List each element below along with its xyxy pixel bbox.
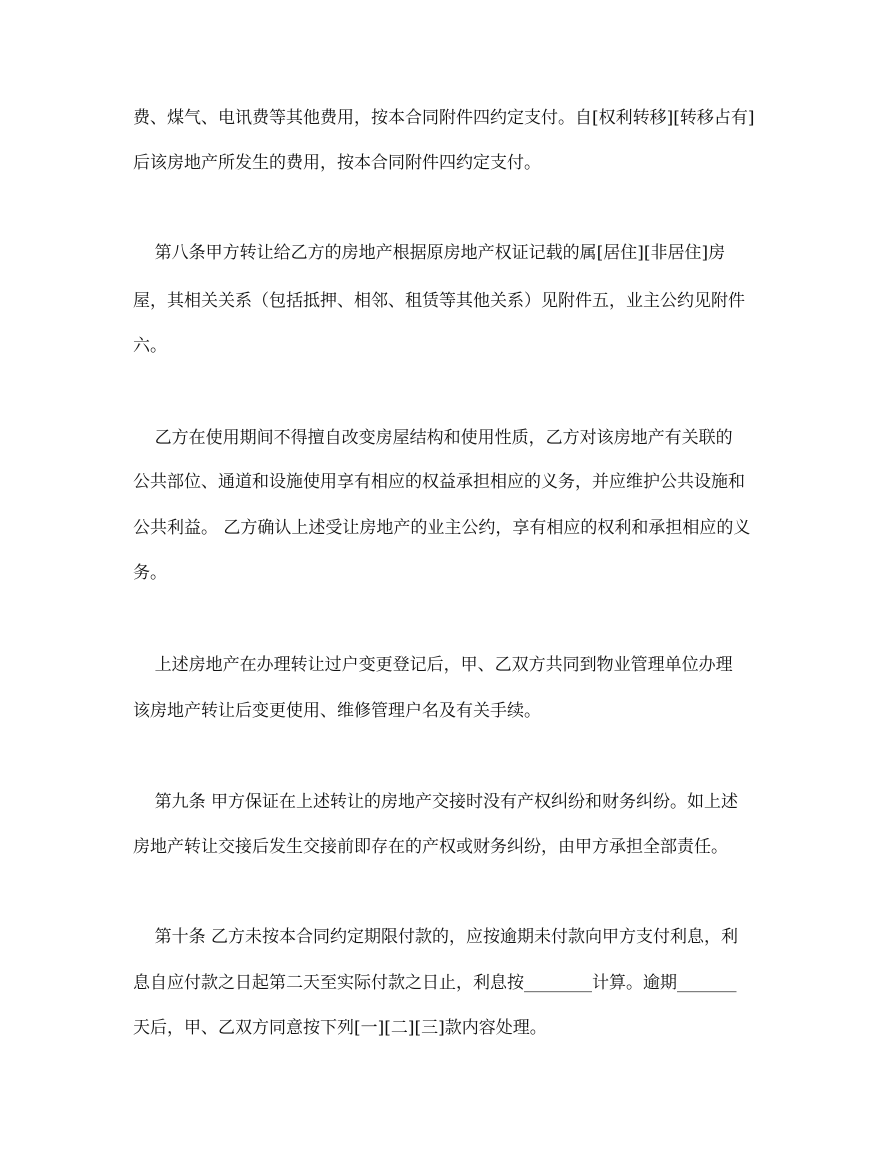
text-line: 上述房地产在办理转让过户变更登记后，甲、乙双方共同到物业管理单位办理 [133,655,733,675]
text-line: 公共部位、通道和设施使用享有相应的权益承担相应的义务，并应维护公共设施和 [133,472,745,492]
text-line: 房地产转让交接后发生交接前即存在的产权或财务纠纷，由甲方承担全部责任。 [133,837,728,857]
text-line: 公共利益。 乙方确认上述受让房地产的业主公约，享有相应的权利和承担相应的义 [133,518,751,538]
text-line: 第十条 乙方未按本合同约定期限付款的，应按逾期未付款向甲方支付利息，利 [133,927,739,947]
text-line: 费、煤气、电讯费等其他费用，按本合同附件四约定支付。自[权利转移][转移占有] [133,108,755,128]
text-line: 天后，甲、乙双方同意按下列[一][二][三]款内容处理。 [133,1018,547,1038]
text-line: 第九条 甲方保证在上述转让的房地产交接时没有产权纠纷和财务纠纷。如上述 [133,792,739,812]
text-line: 该房地产转让后变更使用、维修管理户名及有关手续。 [133,701,541,721]
text-line: 务。 [133,563,167,583]
text-line: 乙方在使用期间不得擅自改变房屋结构和使用性质，乙方对该房地产有关联的 [133,428,733,448]
text-line: 后该房地产所发生的费用，按本合同附件四约定支付。 [133,153,541,173]
text-line: 第八条甲方转让给乙方的房地产根据原房地产权证记载的属[居住][非居住]房 [133,243,726,263]
text-line: 六。 [133,336,167,356]
text-line: 屋，其相关关系（包括抵押、相邻、租赁等其他关系）见附件五，业主公约见附件 [133,291,745,311]
text-line: 息自应付款之日起第二天至实际付款之日止，利息按________计算。逾期_______ [133,973,737,993]
